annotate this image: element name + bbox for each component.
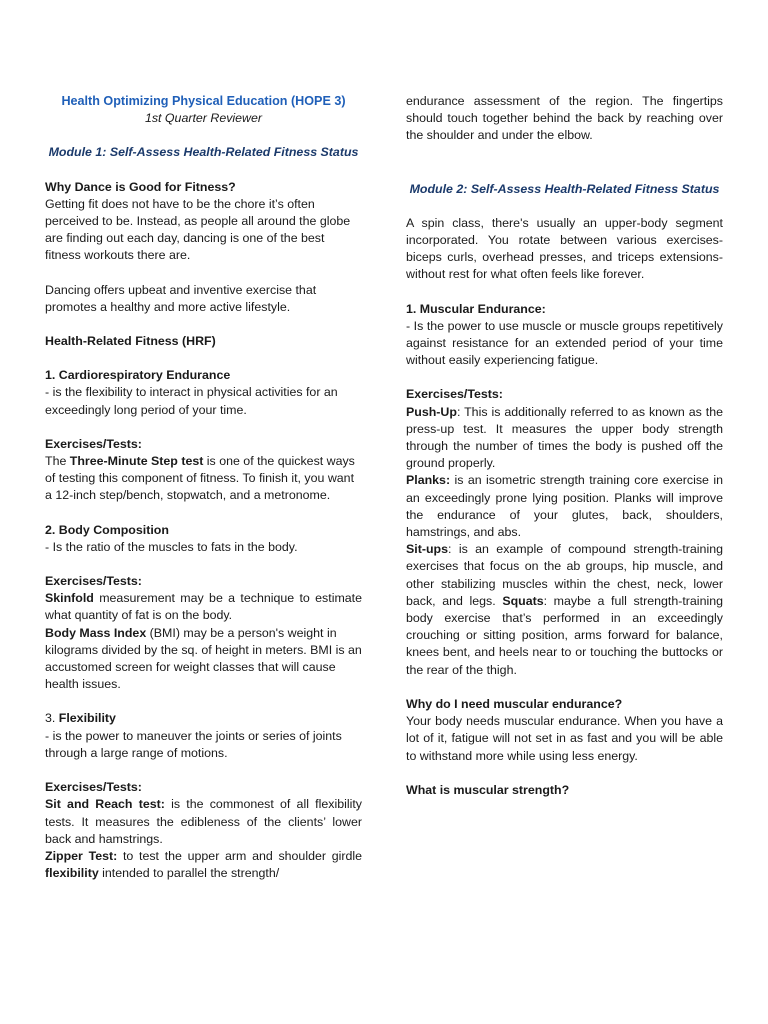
module-2-title: Module 2: Self-Assess Health-Related Fitness Status (409, 181, 720, 196)
module-2-intro: A spin class, there's usually an upper-body segment incorporated. You rotate between various exercises-biceps curls, overhead presses, and triceps extensions-without rest for what often feels like forever. (406, 215, 723, 282)
why-endurance-text: Your body needs muscular endurance. When you have a lot of it, fatigue will not set in as fast and you will be able to withstand more while using less energy. (406, 714, 723, 763)
dance-heading: Why Dance is Good for Fitness? (45, 179, 236, 194)
sit-reach-term: Sit and Reach test: (45, 797, 165, 812)
bmi-term: Body Mass Index (45, 625, 147, 640)
cardio-heading: 1. Cardiorespiratory Endurance (45, 368, 231, 383)
flexibility-exercises-heading: Exercises/Tests: (45, 780, 142, 795)
dance-paragraph-1: Getting fit does not have to be the chore it’s often perceived to be. Instead, as people all around the globe are finding out each day, dancing is one of the best fitness workouts there are. (45, 196, 351, 263)
document-title: Health Optimizing Physical Education (HOPE 3) (61, 94, 346, 108)
zipper-body-a: to test the upper arm and shoulder girdle (117, 848, 362, 863)
hrf-heading: Health-Related Fitness (HRF) (45, 334, 216, 349)
cardio-text-post: is one of the quickest ways of testing this component of fitness. To finish it, you want a 12-inch step/bench, stopwatch, and a metronome. (45, 454, 355, 503)
zipper-body-b: intended to parallel the strength/ (98, 866, 280, 881)
flexibility-description: - is the power to maneuver the joints or series of joints through a large range of motions. (45, 728, 342, 760)
cardio-description: - is the flexibility to interact in physical activities for an exceedingly long period of your time. (45, 385, 338, 417)
flexibility-number: 3. (45, 711, 59, 726)
skinfold-text (45, 590, 362, 624)
right-column (406, 93, 723, 799)
planks-text (406, 472, 723, 541)
muscular-strength-heading: What is muscular strength? (406, 782, 570, 797)
squats-term: Squats (502, 593, 544, 608)
squats-body: : maybe a full strength-training body exercise that’s performed in an exceedingly crouching or sitting position, arms forward for balance, knees bent, and heels near to or touching the buttocks or the rear of the thigh. (406, 593, 723, 677)
bmi-text (45, 625, 362, 694)
flexibility-heading-line (45, 710, 362, 727)
situps-term: Sit-ups (406, 542, 448, 557)
skinfold-body: measurement may be a technique to estimate what quantity of fat is on the body. (45, 591, 362, 623)
situps-text (406, 541, 723, 679)
dance-paragraph-2: Dancing offers upbeat and inventive exercise that promotes a healthy and more active lifestyle. (45, 282, 317, 314)
pushup-text (406, 404, 723, 473)
cardio-exercise-text (45, 453, 362, 505)
zipper-text (45, 848, 362, 882)
pushup-term: Push-Up (406, 404, 457, 419)
zipper-flexibility-term: flexibility (45, 866, 99, 881)
muscular-endurance-description: - Is the power to use muscle or muscle groups repetitively against resistance for an extended period of your time without easily experiencing fatigue. (406, 318, 723, 368)
planks-term: Planks: (406, 473, 451, 488)
body-composition-heading: 2. Body Composition (45, 522, 169, 537)
why-endurance-heading: Why do I need muscular endurance? (406, 696, 623, 711)
bmi-body: (BMI) may be a person's weight in kilograms divided by the sq. of height in meters. BMI is an accustomed screen for weight classes that will cause health issues. (45, 625, 362, 692)
document-subtitle: 1st Quarter Reviewer (144, 111, 263, 126)
body-composition-exercises-heading: Exercises/Tests: (45, 574, 142, 589)
sit-reach-text (45, 796, 362, 848)
step-test-term: Three-Minute Step test (69, 454, 204, 469)
zipper-continuation: endurance assessment of the region. The fingertips should touch together behind the back by reaching over the shoulder and under the elbow. (406, 94, 723, 143)
body-composition-description: - Is the ratio of the muscles to fats in the body. (45, 539, 298, 554)
cardio-exercises-heading: Exercises/Tests: (45, 436, 142, 451)
muscular-endurance-heading: 1. Muscular Endurance: (406, 301, 546, 316)
pushup-body: : This is additionally referred to as known as the press-up test. It measures the upper body strength through the number of times the body is pushed off the ground properly. (406, 404, 723, 471)
sit-reach-body: is the commonest of all flexibility tests. It measures the edibleness of the clients’ lower back and hamstrings. (45, 797, 362, 846)
muscular-exercises-heading: Exercises/Tests: (406, 387, 503, 402)
skinfold-term: Skinfold (45, 591, 94, 606)
cardio-text-pre: The (45, 454, 70, 469)
flexibility-heading: Flexibility (58, 711, 116, 726)
module-1-title: Module 1: Self-Assess Health-Related Fitness Status (48, 145, 359, 160)
situps-body: : is an example of compound strength-training exercises that focus on the ab groups, hip muscle, and other stabilizing muscles within the chest, neck, lower back, and legs. (406, 542, 723, 608)
left-column (45, 93, 362, 882)
planks-body: is an isometric strength training core exercise in an exceedingly prone lying position. Planks will improve the endurance of your glutes, back, shoulders, hamstrings, and abs. (406, 473, 723, 540)
zipper-term: Zipper Test: (45, 848, 118, 863)
